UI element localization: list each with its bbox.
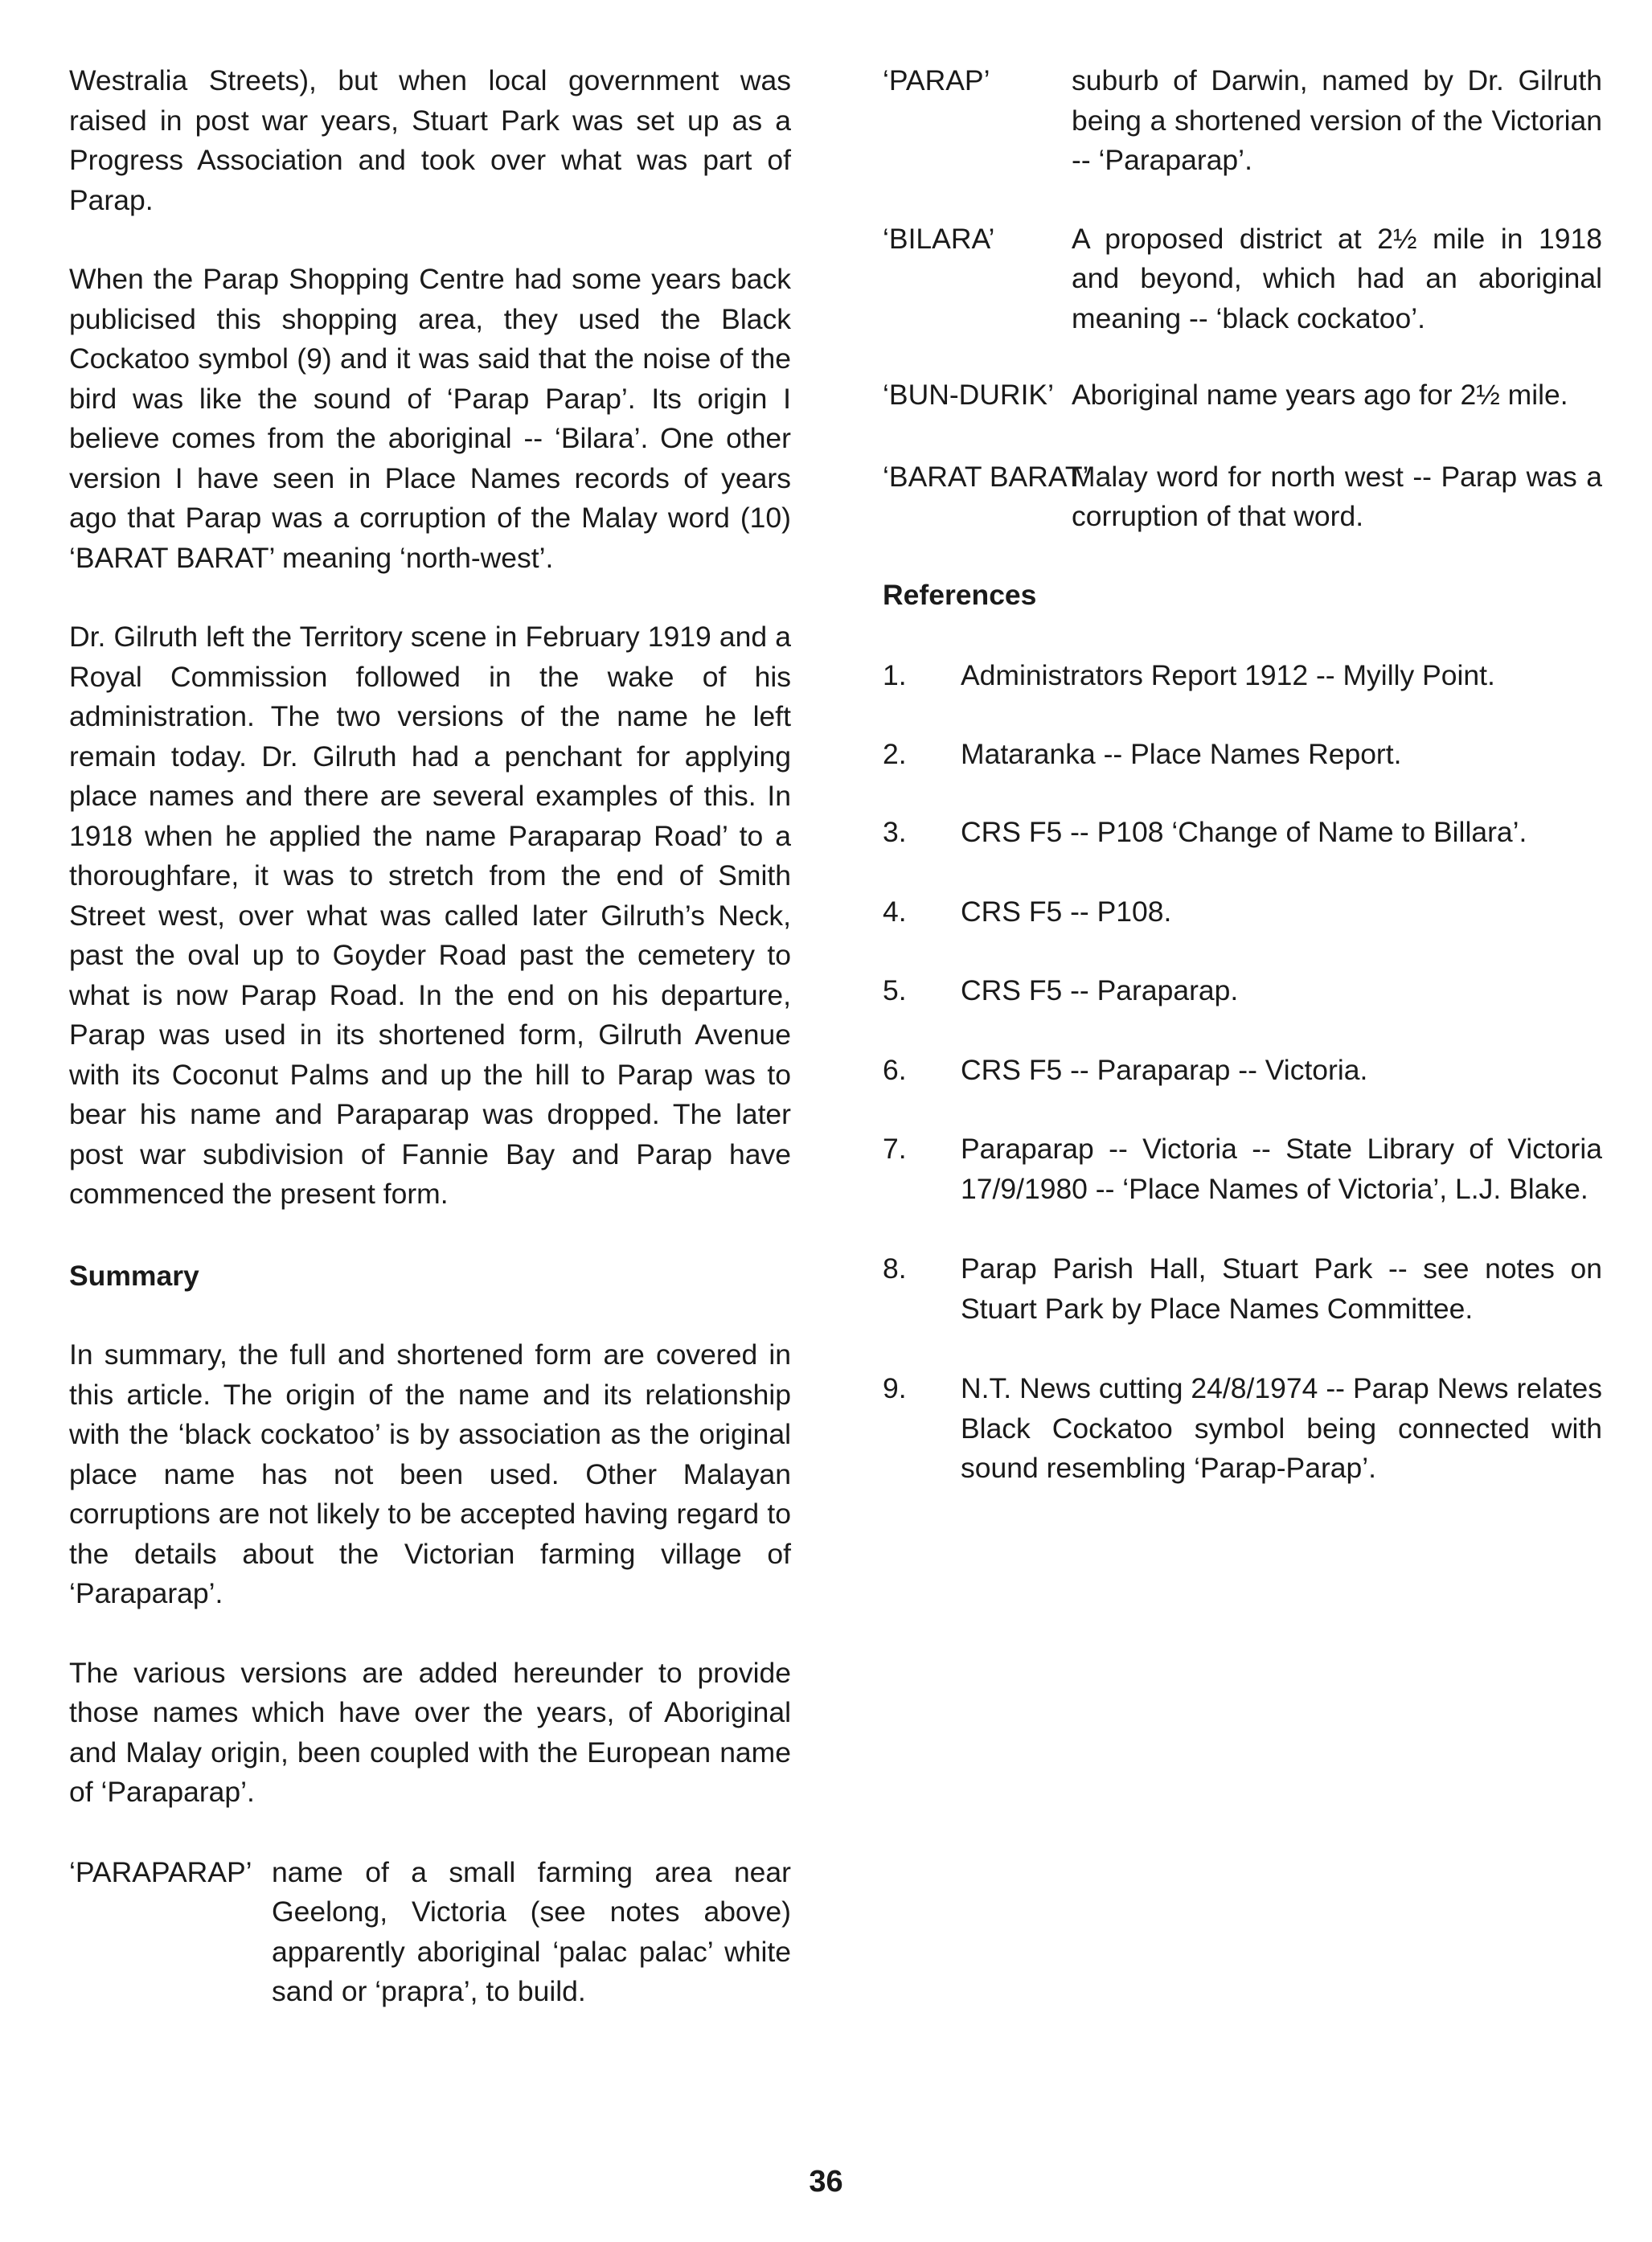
paragraph-gilruth: Dr. Gilruth left the Territory scene in February 1919 and a Royal Commission followed in the wake of his administration. The two versions of the name he left remain today. Dr. Gilruth had a penchant for applying place names and there are several examples of this. In 1918 when he applied the name Paraparap Road’ to a thoroughfare, it was to stretch from the end of Smith Street west, over what was called later Gilruth’s Neck, past the oval up to Goyder Road past the cemetery to what is now Parap Road. In the end on his departure, Parap was used in its shortened form, Gilruth Avenue with its Coconut Palms and up the hill to Parap was to bear his name and Paraparap was dropped. The later post war subdivision of Fannie Bay and Parap have commenced the present form. bbox=[69, 621, 791, 1210]
reference-item bbox=[883, 1051, 1602, 1091]
summary-heading: Summary bbox=[69, 1259, 199, 1292]
reference-item bbox=[883, 892, 1602, 932]
definition-bun-durik bbox=[883, 375, 1602, 416]
definition-text: name of a small farming area near Geelong, Victoria (see notes above) apparently aboriginal ‘palac palac’ white sand or ‘prapra’, to build. bbox=[272, 1855, 791, 2007]
page-number: 36 bbox=[809, 2165, 843, 2199]
reference-text: Paraparap -- Victoria -- State Library of Victoria 17/9/1980 -- ‘Place Names of Victoria’, L.J. Blake. bbox=[961, 1133, 1602, 1205]
reference-item bbox=[883, 1129, 1602, 1209]
definition-term: ‘PARAP’ bbox=[883, 64, 990, 96]
definition-text: suburb of Darwin, named by Dr. Gilruth being a shortened version of the Victorian -- ‘Paraparap’. bbox=[1072, 64, 1602, 176]
reference-number: 1. bbox=[883, 659, 907, 691]
paragraph-versions: The various versions are added hereunder to provide those names which have over the years, of Aboriginal and Malay origin, been coupled with the European name of ‘Paraparap’. bbox=[69, 1656, 791, 1808]
right-column bbox=[883, 61, 1602, 1489]
reference-number: 3. bbox=[883, 816, 907, 848]
left-column bbox=[69, 61, 791, 2012]
reference-item bbox=[883, 735, 1602, 775]
reference-number: 7. bbox=[883, 1133, 907, 1165]
reference-number: 9. bbox=[883, 1372, 907, 1404]
definition-barat-barat bbox=[883, 457, 1602, 537]
references-heading: References bbox=[883, 578, 1037, 611]
reference-text: Parap Parish Hall, Stuart Park -- see notes on Stuart Park by Place Names Committee. bbox=[961, 1252, 1602, 1325]
definition-term: ‘BARAT BARAT’ bbox=[883, 460, 1089, 493]
reference-text: CRS F5 -- P108. bbox=[961, 895, 1172, 928]
reference-text: N.T. News cutting 24/8/1974 -- Parap News relates Black Cockatoo symbol being connected with sound resembling ‘Parap-Parap’. bbox=[961, 1372, 1602, 1484]
definition-term: ‘PARAPARAP’ bbox=[69, 1855, 252, 1888]
reference-text: CRS F5 -- P108 ‘Change of Name to Billara’. bbox=[961, 816, 1527, 848]
reference-text: Mataranka -- Place Names Report. bbox=[961, 737, 1402, 770]
reference-number: 2. bbox=[883, 737, 907, 770]
paragraph-shopping-centre: When the Parap Shopping Centre had some years back publicised this shopping area, they used the Black Cockatoo symbol (9) and it was said that the noise of the bird was like the sound of ‘Parap Parap’. Its origin I believe comes from the aboriginal -- ‘Bilara’. One other version I have seen in Place Names records of years ago that Parap was a corruption of the Malay word (10) ‘BARAT BARAT’ meaning ‘north-west’. bbox=[69, 263, 791, 574]
reference-item bbox=[883, 813, 1602, 853]
definition-text: Malay word for north west -- Parap was a corruption of that word. bbox=[1072, 460, 1602, 532]
reference-item bbox=[883, 1369, 1602, 1489]
definition-paraparap bbox=[69, 1853, 791, 2012]
definition-text: A proposed district at 2½ mile in 1918 and beyond, which had an aboriginal meaning -- ‘black cockatoo’. bbox=[1072, 222, 1602, 334]
definition-bilara bbox=[883, 219, 1602, 339]
definition-term: ‘BUN-DURIK’ bbox=[883, 379, 1054, 411]
reference-item bbox=[883, 1249, 1602, 1329]
paragraph-stuart-park: Westralia Streets), but when local government was raised in post war years, Stuart Park was set up as a Progress Association and took over what was part of Parap. bbox=[69, 64, 791, 216]
definition-term: ‘BILARA’ bbox=[883, 222, 995, 255]
definition-text: Aboriginal name years ago for 2½ mile. bbox=[1072, 379, 1568, 411]
reference-number: 5. bbox=[883, 974, 907, 1006]
reference-item bbox=[883, 971, 1602, 1011]
reference-text: CRS F5 -- Paraparap. bbox=[961, 974, 1239, 1006]
reference-item bbox=[883, 656, 1602, 696]
definition-parap bbox=[883, 61, 1602, 181]
reference-number: 8. bbox=[883, 1252, 907, 1285]
reference-number: 6. bbox=[883, 1053, 907, 1086]
reference-text: CRS F5 -- Paraparap -- Victoria. bbox=[961, 1053, 1368, 1086]
reference-number: 4. bbox=[883, 895, 907, 928]
reference-text: Administrators Report 1912 -- Myilly Point. bbox=[961, 659, 1495, 691]
paragraph-summary: In summary, the full and shortened form are covered in this article. The origin of the name and its relationship with the ‘black cockatoo’ is by association as the original place name has not been used. Other Malayan corruptions are not likely to be accepted having regard to the details about the Victorian farming village of ‘Paraparap’. bbox=[69, 1338, 791, 1609]
